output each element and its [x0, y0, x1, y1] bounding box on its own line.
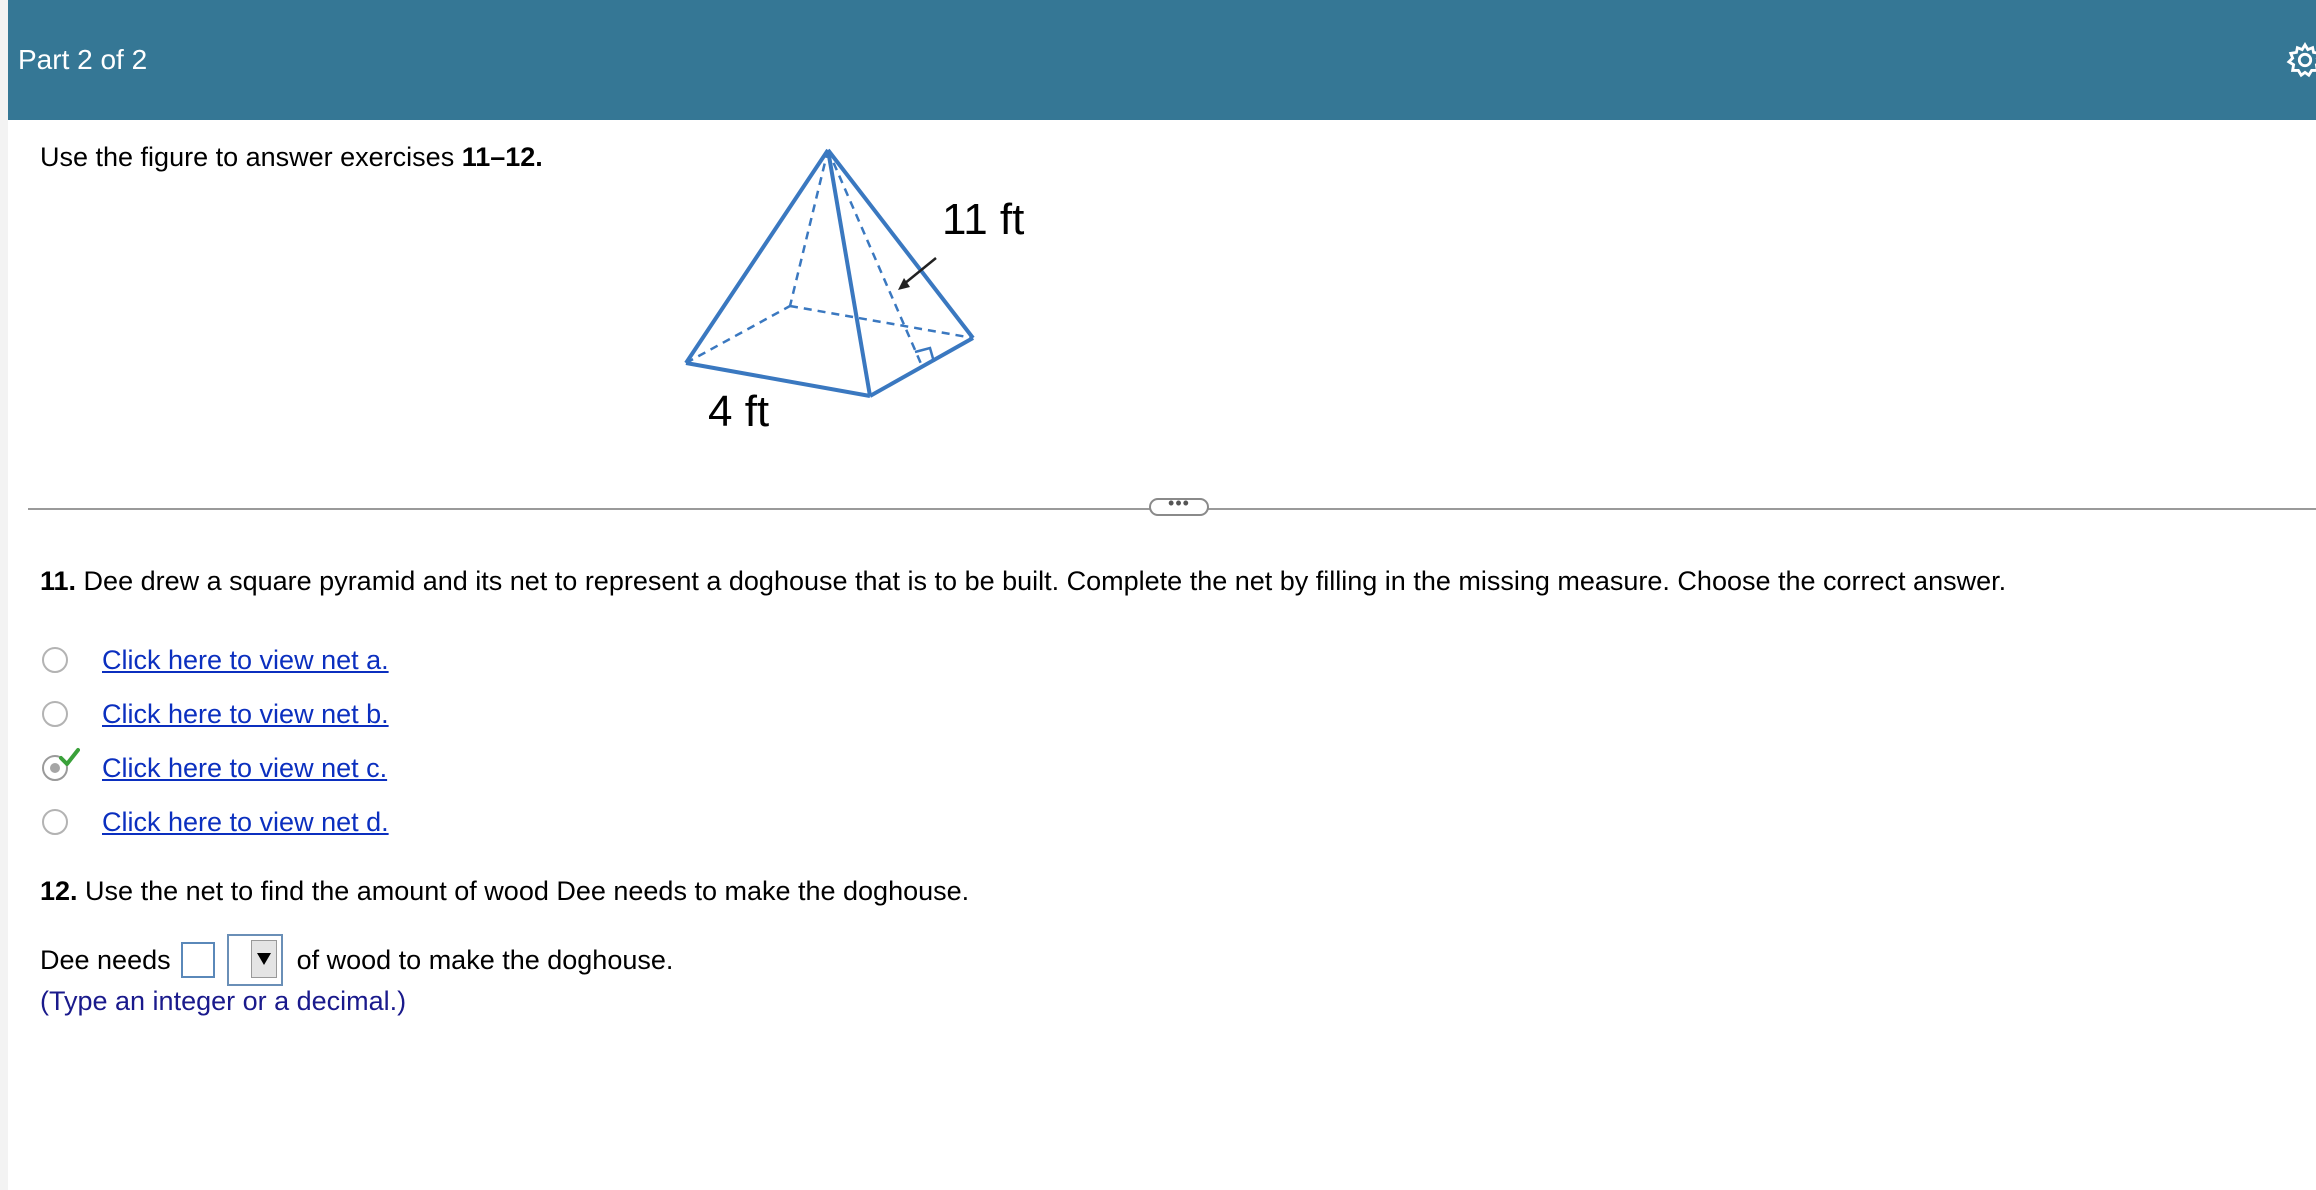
- pyramid-edge: [828, 150, 973, 338]
- question-11-text: Dee drew a square pyramid and its net to represent a doghouse that is to be built. Complete the net by filling in the missing measure. Choose the correct answer.: [76, 566, 2007, 596]
- question-12-prompt: [40, 876, 969, 907]
- left-margin-strip: [0, 0, 8, 1190]
- pyramid-edge: [686, 150, 828, 363]
- figure-instructions: [40, 142, 543, 173]
- view-net-c-link[interactable]: Click here to view net c.: [102, 752, 388, 783]
- view-net-d-link[interactable]: Click here to view net d.: [102, 806, 389, 837]
- header-bar: [8, 0, 2316, 120]
- slant-pointer-line: [904, 258, 936, 284]
- question-11-prompt: [40, 566, 2006, 597]
- dropdown-arrow-button[interactable]: [251, 940, 277, 978]
- pyramid-slant-height: [828, 150, 922, 366]
- unit-dropdown[interactable]: [227, 934, 283, 986]
- part-indicator: Part 2 of 2: [18, 44, 148, 75]
- answer-option-c[interactable]: [42, 750, 388, 786]
- question-11-number: 11.: [40, 566, 77, 596]
- pyramid-hidden-edge: [686, 306, 790, 363]
- view-net-a-link[interactable]: Click here to view net a.: [102, 644, 389, 675]
- instructions-text: Use the figure to answer exercises: [40, 142, 462, 172]
- checkmark-icon: [58, 747, 80, 769]
- pyramid-edge: [828, 150, 870, 396]
- pyramid-hidden-edge: [790, 306, 973, 338]
- view-net-b-link[interactable]: Click here to view net b.: [102, 698, 389, 729]
- square-pyramid-figure: [660, 138, 1080, 448]
- pyramid-hidden-edge: [790, 150, 828, 306]
- answer-prefix: Dee needs: [40, 944, 171, 975]
- radio-button-a[interactable]: [42, 647, 68, 673]
- answer-suffix: of wood to make the doghouse.: [296, 944, 674, 975]
- radio-button-c-selected[interactable]: [42, 755, 68, 781]
- wood-amount-input[interactable]: [181, 942, 215, 978]
- input-hint: (Type an integer or a decimal.): [40, 986, 407, 1016]
- pyramid-edge: [870, 338, 973, 396]
- instructions-exercises: 11–12.: [461, 142, 543, 172]
- question-12-text: Use the net to find the amount of wood Dee needs to make the doghouse.: [77, 876, 970, 906]
- question-12-number: 12.: [40, 876, 78, 906]
- radio-button-b[interactable]: [42, 701, 68, 727]
- answer-option-b[interactable]: [42, 696, 389, 732]
- base-edge-label: 4 ft: [708, 387, 770, 436]
- slant-height-label: 11 ft: [942, 195, 1025, 244]
- caret-down-icon: [256, 952, 272, 966]
- expand-collapse-button[interactable]: •••: [1149, 498, 1209, 516]
- answer-option-d[interactable]: [42, 804, 389, 840]
- gear-icon[interactable]: [2286, 40, 2316, 80]
- answer-option-a[interactable]: [42, 642, 389, 678]
- radio-button-d[interactable]: [42, 809, 68, 835]
- answer-row: [40, 940, 673, 980]
